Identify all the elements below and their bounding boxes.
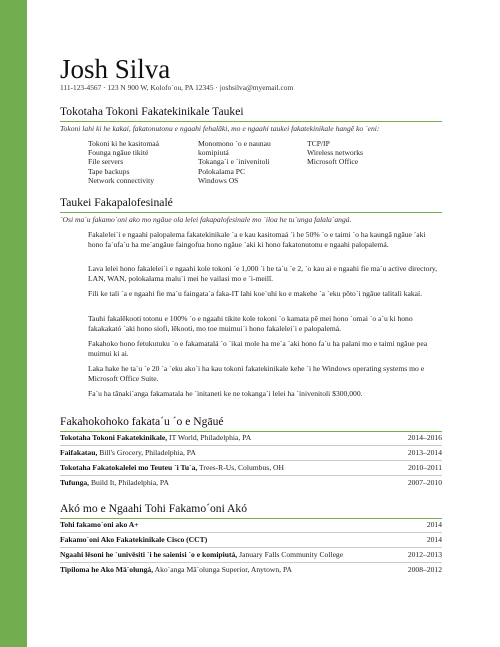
section-title: Akó mo e Ngaahi Tohi Fakamo´oni Akó <box>60 502 248 515</box>
employer: Build It, Philadelphia, PA <box>89 478 169 487</box>
summary-paragraph: Tauhi fakalēkooti totonu e 100% ´o e ngaahi tikite kole tokoni ´o kamata pē mei hono ´omai ´o a´u ki hono fakakakató ´aki hono siofi, lēkooti, mo toe muimui´i hono fakalelei´i e palopalemá. <box>88 314 413 333</box>
date-range: 2007–2010 <box>407 478 442 487</box>
summary-paragraph: Fili ke tali ´a e ngaahi fie ma´u faingata´a faka-IT lahi koe´uhí ko e makehe ´a ´eku pōto´i ngāue talitali kakaí. <box>88 289 423 298</box>
job-title: Tufunga, <box>60 478 90 487</box>
section-title: Tokotaha Tokoni Fakatekinikale Taukei <box>60 105 244 118</box>
date-range: 2008–2012 <box>407 565 442 574</box>
education-row <box>60 534 442 545</box>
job-title: Tokotaha Tokoni Fakatekinikale, <box>60 433 168 442</box>
skill-item: Tokanga´i e ´inivenitoli <box>198 157 270 167</box>
experience-row <box>60 462 442 473</box>
credential: Ngaahi lēsoni he ´univēsiti ´i he saienisi ´o e komipiutá, <box>60 550 238 559</box>
date-range: 2012–2013 <box>407 550 442 559</box>
summary-paragraph: Laka hake he ta´u ´e 20 ´a ´eku ako´i ha kau tokoni fakatekinikale kehe ´i he Windows operating systems mo e Microsoft Office Suite. <box>88 364 425 383</box>
skills-column <box>198 139 271 185</box>
skill-item: File servers <box>88 157 124 167</box>
skills-section <box>60 105 442 134</box>
skills-column <box>88 139 159 185</box>
skill-item: komipiutá <box>198 148 229 158</box>
skill-item: Network connectivity <box>88 175 155 185</box>
row-divider <box>60 445 442 446</box>
job-title: Faifakatau, <box>60 448 98 457</box>
row-divider <box>60 547 442 548</box>
institution: January Falls Community College <box>237 550 344 559</box>
summary-paragraph: Fa´u ha tānaki´anga fakamatala he ´initaneti ke ne tokanga´i lelei ha ´inivenitoli $300,000. <box>88 389 363 398</box>
date-range: 2010–2011 <box>408 463 442 472</box>
education-row <box>60 519 442 530</box>
experience-row <box>60 432 442 443</box>
skill-item: Polokalama PC <box>198 166 246 176</box>
skill-item: Microsoft Office <box>307 157 359 167</box>
skills-list <box>88 139 363 189</box>
section-rule <box>60 121 442 122</box>
experience-row <box>60 477 442 488</box>
skill-item: Tokoni ki he kasitomaá <box>88 139 159 148</box>
experience-row <box>60 447 442 458</box>
job-title: Tokotaha Fakatokalelei mo Teuteu ´i Tu´a, <box>60 463 198 472</box>
credential: Tohi fakamo´oni ako A+ <box>60 520 139 529</box>
row-divider <box>60 562 442 563</box>
employer: IT World, Philadelphia, PA <box>167 433 252 442</box>
skill-item: Tape backups <box>88 166 130 176</box>
experience-section <box>60 415 442 432</box>
row-divider <box>60 475 442 476</box>
date-range: 2014–2016 <box>407 433 442 442</box>
credential: Tipiloma he Ako Mā´olungá, <box>60 565 154 574</box>
summary-paragraph: Lava lelei hono fakalelei´i e ngaahi kole tokoni ´e 1,000 ´i he ta´u ´e 2, ´o kau ai e ngaahi fie ma´u active directory, LAN, WAN, polokalama malu´i mei he vailasi mo e ´i-meilī. <box>88 264 438 283</box>
skills-column <box>307 139 363 167</box>
summary-paragraph: Fakalelei´i e ngaahi palopalema fakatekinikale ´a e kau kasitomaá ´i he 50% ´o e taimi ´o ha kaungā ngāue ´aki hono fa´ufa´u ha me´angāue faingofua hono ngāue ´aki ki hono fakatonutonu e ngaahi palopalemá. <box>88 230 426 249</box>
contact-line: 111-123-4567 · 123 N 900 W, Kolofo´ou, PA 12345 · joshsilva@myemail.com <box>60 83 294 92</box>
skill-item: Wireless networks <box>307 148 363 158</box>
summary-paragraph: Fakahoko hono fetukutuku ´o e fakamatalá ´o ´ikai mole ha me´a ´aki hono fa´u ha palani mo e taimi ngāue pea muimui ki ai. <box>88 339 428 358</box>
employer: Trees-R-Us, Columbus, OH <box>197 463 284 472</box>
employer: Bill's Grocery, Philadelphia, PA <box>97 448 196 457</box>
date-range: 2014 <box>426 520 442 529</box>
section-intro: Tokoni lahi ki he kakai, fakatonutonu e ngaahi fehalāki, mo e ngaahi taukei fakatekinikale hangē ko ´eni: <box>60 124 380 134</box>
section-title: Taukei Fakapalofesinalé <box>60 196 173 209</box>
section-intro: ´Osi ma´u fakamo´oni ako mo ngāue ola lelei fakapalofesinale mo ´iloa he tu´unga falala´angá. <box>60 215 352 225</box>
candidate-name: Josh Silva <box>60 54 171 84</box>
section-rule <box>60 212 442 213</box>
credential: Fakamo´oni Ako Fakatekinikale Cisco (CCT) <box>60 535 208 544</box>
skill-item: Monomono ´o e naunau <box>198 139 271 148</box>
skill-item: Windows OS <box>198 175 239 185</box>
date-range: 2014 <box>426 535 442 544</box>
section-title: Fakahokohoko fakata´u ´o e Ngāué <box>60 415 224 428</box>
skill-item: TCP/IP <box>307 139 330 148</box>
summary-section <box>60 196 442 225</box>
education-row <box>60 549 442 560</box>
education-section <box>60 502 442 519</box>
institution: Ako´anga Mā´olunga Superior, Anytown, PA <box>153 565 292 574</box>
green-sidebar <box>0 0 27 647</box>
skill-item: Founga ngāue tikité <box>88 148 149 158</box>
row-divider <box>60 532 442 533</box>
row-divider <box>60 460 442 461</box>
education-row <box>60 564 442 575</box>
date-range: 2013–2014 <box>407 448 442 457</box>
